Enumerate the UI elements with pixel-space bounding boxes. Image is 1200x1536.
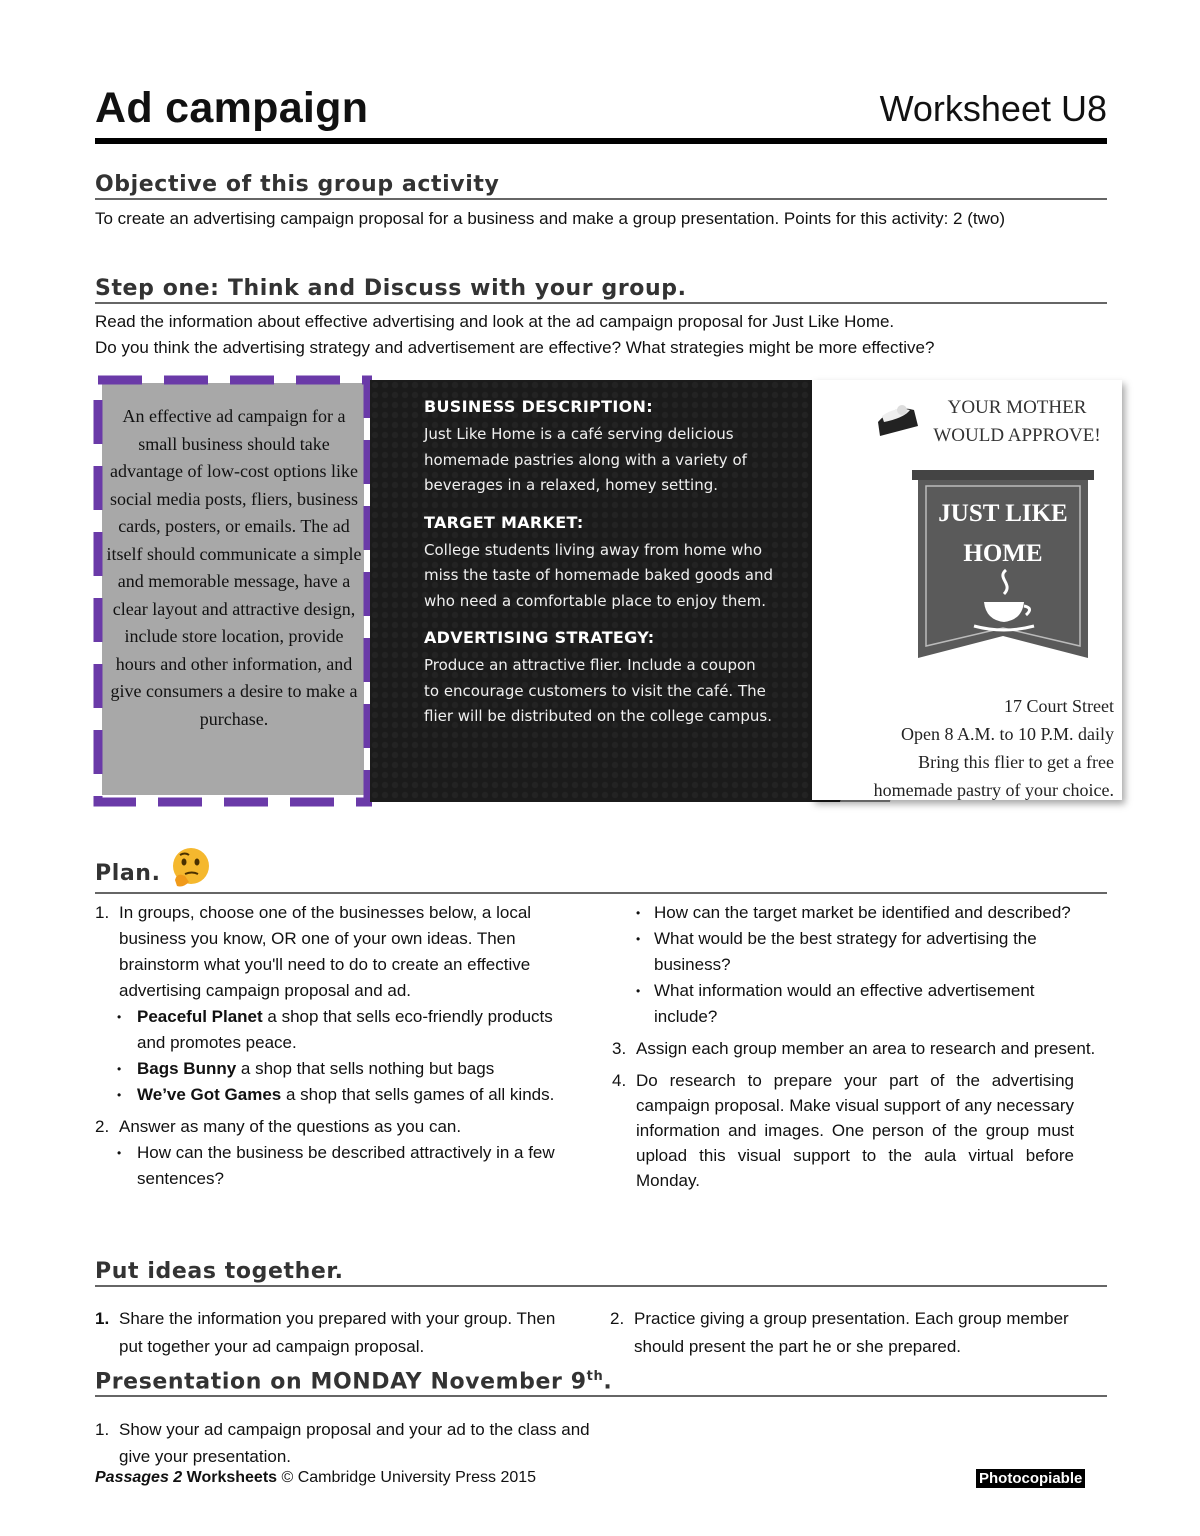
page-title: Ad campaign: [95, 84, 369, 132]
plan-item-2-text: Answer as many of the questions as you can.: [119, 1117, 462, 1136]
effective-ad-info-box: [92, 375, 372, 807]
business-option-1: [95, 1004, 555, 1056]
pie-slice-icon: [874, 402, 922, 446]
ad-tagline-1: YOUR MOTHER: [947, 397, 1087, 418]
advertising-strategy-heading: ADVERTISING STRATEGY:: [424, 628, 655, 647]
question-1: • How can the business be described attractively in a few sentences?: [95, 1140, 555, 1192]
put-ideas-item-2-text: Practice giving a group presentation. Each group member should present the part he or she prepared.: [634, 1309, 1069, 1356]
business-option-3-name: We’ve Got Games: [137, 1085, 282, 1104]
put-ideas-item-1: [95, 1305, 565, 1361]
presentation-heading-end: .: [603, 1369, 613, 1395]
step-one-line-1: Read the information about effective advertising and look at the ad campaign proposal for Just Like Home.: [95, 312, 895, 331]
plan-item-4: [612, 1068, 1102, 1193]
business-option-3: [95, 1082, 555, 1108]
business-option-2: [95, 1056, 555, 1082]
ad-details: [842, 692, 1114, 804]
plan-item-2-number: 2.: [95, 1117, 110, 1136]
thinking-face-icon: [169, 846, 213, 890]
plan-item-3-number: 3.: [612, 1039, 627, 1058]
step-one-heading: Step one: Think and Discuss with your group.: [95, 276, 1107, 304]
plan-item-1: [95, 900, 555, 1004]
presentation-item-1-text: Show your ad campaign proposal and your ad to the class and give your presentation.: [119, 1420, 590, 1466]
business-option-2-desc: a shop that sells nothing but bags: [236, 1059, 495, 1078]
put-ideas-heading: Put ideas together.: [95, 1259, 1107, 1287]
plan-item-1-text: In groups, choose one of the businesses below, a local business you know, OR one of your own ideas. Then brainstorm what you'll need to do to create an effective advertising campaign proposal and ad.: [119, 903, 532, 1000]
target-market-heading: TARGET MARKET:: [424, 512, 584, 532]
ad-business-name: [912, 494, 1094, 574]
presentation-item-1: [95, 1416, 595, 1470]
business-description-text: Just Like Home is a café serving delicious homemade pastries along with a variety of beverages in a relaxed, homey setting.: [424, 425, 747, 494]
plan-item-4-number: 4.: [612, 1071, 627, 1090]
question-3: • What would be the best strategy for advertising the business?: [636, 926, 1102, 978]
info-box-text: An effective ad campaign for a small business should take advantage of low-cost options like social media posts, fliers, business cards, posters, or emails. The ad itself should communicate a simple and memorable message, have a clear layout and attractive design, include store location, provide hours and other information, and give consumers a desire to make a purchase.: [106, 406, 362, 729]
plan-right-column: [612, 900, 1102, 1193]
plan-item-1-number: 1.: [95, 903, 110, 922]
presentation-heading-text: Presentation on MONDAY November 9: [95, 1369, 587, 1395]
question-2: • How can the target market be identified and described?: [636, 900, 1102, 926]
plan-heading: [95, 846, 1107, 894]
put-ideas-item-2-number: 2.: [610, 1309, 625, 1328]
plan-item-3-text: Assign each group member an area to research and present.: [636, 1039, 1096, 1058]
footer-credit: [95, 1469, 536, 1487]
photocopiable-badge: Photocopiable: [976, 1469, 1085, 1488]
put-ideas-item-2: [610, 1305, 1102, 1361]
ad-tagline: [922, 394, 1112, 450]
ad-business-name-1: JUST LIKE: [938, 500, 1068, 527]
put-ideas-item-1-number: 1.: [95, 1309, 110, 1328]
footer-book-title: Passages 2: [95, 1469, 183, 1486]
plan-left-column: [95, 900, 555, 1192]
business-option-1-name: Peaceful Planet: [137, 1007, 263, 1026]
step-one-line-2: Do you think the advertising strategy and advertisement are effective? What strategies might be more effective?: [95, 338, 935, 357]
worksheet-label: Worksheet U8: [879, 88, 1107, 129]
objective-heading: Objective of this group activity: [95, 172, 1107, 200]
ad-tagline-2: WOULD APPROVE!: [933, 425, 1101, 446]
worksheet-header: [95, 84, 1107, 144]
proposal-text: [424, 397, 774, 744]
ad-offer-line-2: homemade pastry of your choice.: [873, 780, 1114, 800]
presentation-item-1-number: 1.: [95, 1420, 110, 1439]
plan-heading-text: Plan.: [95, 861, 161, 886]
business-description-heading: BUSINESS DESCRIPTION:: [424, 397, 653, 416]
advertising-strategy-text: Produce an attractive flier. Include a coupon to encourage customers to visit the café. The flier will be distributed on the college campus.: [424, 656, 772, 725]
footer-worksheets: Worksheets: [182, 1469, 278, 1486]
plan-item-2: [95, 1114, 555, 1140]
ad-campaign-figure: [92, 375, 1116, 807]
plan-item-4-text: Do research to prepare your part of the advertising campaign proposal. Make visual support of any necessary information and images. One person of the group must upload this visual support to the aula virtual before Monday.: [636, 1071, 1074, 1190]
step-one-text: [95, 309, 1107, 361]
business-option-2-name: Bags Bunny: [137, 1059, 237, 1078]
target-market-text: College students living away from home who miss the taste of homemade baked goods and who need a comfortable place to enjoy them.: [424, 540, 773, 610]
business-option-1-desc: a shop that sells eco-friendly products and promotes peace.: [137, 1007, 553, 1052]
plan-item-3: [612, 1036, 1102, 1062]
put-ideas-item-1-text: Share the information you prepared with your group. Then put together your ad campaign proposal.: [119, 1309, 556, 1356]
ad-hours: Open 8 A.M. to 10 P.M. daily: [900, 724, 1114, 744]
coffee-cup-icon: [970, 568, 1040, 636]
ad-business-name-2: HOME: [963, 540, 1043, 567]
objective-text: To create an advertising campaign proposal for a business and make a group presentation. Points for this activity: 2 (two): [95, 209, 1005, 228]
business-option-3-desc: a shop that sells games of all kinds.: [281, 1085, 555, 1104]
ad-address: 17 Court Street: [1004, 696, 1114, 716]
ad-offer-line-1: Bring this flier to get a free: [918, 752, 1114, 772]
question-4: • What information would an effective advertisement include?: [636, 978, 1102, 1030]
footer-copyright: © Cambridge University Press 2015: [277, 1469, 537, 1486]
presentation-heading: [95, 1369, 1107, 1397]
presentation-heading-sup: th: [586, 1369, 604, 1384]
flier-ad: [812, 380, 1122, 800]
